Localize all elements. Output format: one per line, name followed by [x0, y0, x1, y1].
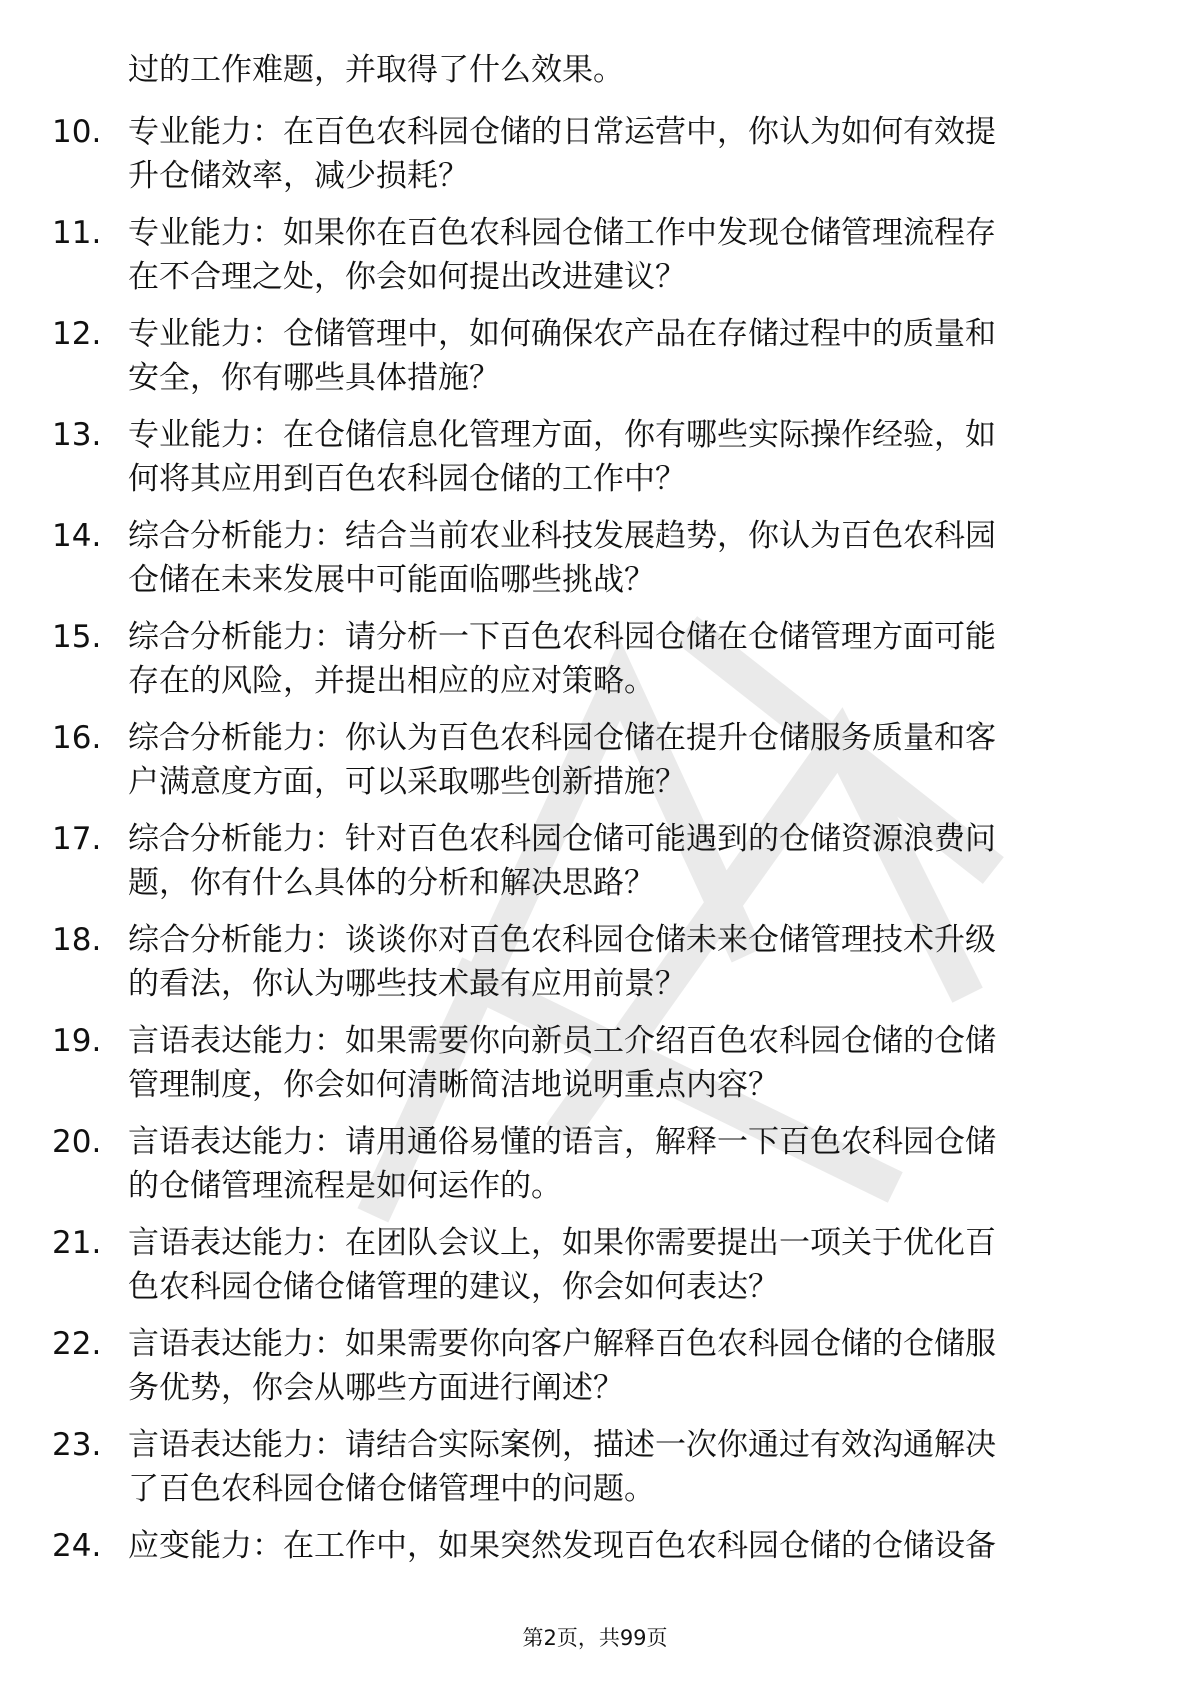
question-item	[52, 716, 1112, 804]
question-item	[52, 615, 1112, 703]
question-number: 11.	[52, 215, 102, 251]
question-text-line: 专业能力：在百色农科园仓储的日常运营中，你认为如何有效提	[128, 114, 996, 150]
question-text-line: 综合分析能力：请分析一下百色农科园仓储在仓储管理方面可能	[128, 619, 996, 655]
question-number: 19.	[52, 1023, 102, 1059]
question-number: 12.	[52, 316, 102, 352]
question-text	[128, 312, 1112, 400]
question-number: 17.	[52, 821, 102, 857]
question-text-line: 安全，你有哪些具体措施？	[128, 360, 500, 396]
question-number: 18.	[52, 922, 102, 958]
question-item	[52, 1019, 1112, 1107]
question-number: 23.	[52, 1427, 102, 1463]
question-number: 16.	[52, 720, 102, 756]
question-item	[52, 110, 1112, 198]
question-text	[128, 918, 1112, 1006]
question-text	[128, 211, 1112, 299]
question-item	[52, 1120, 1112, 1208]
question-text	[128, 716, 1112, 804]
question-text	[128, 1120, 1112, 1208]
question-text	[128, 1423, 1112, 1511]
question-item	[52, 413, 1112, 501]
question-text-line: 综合分析能力：针对百色农科园仓储可能遇到的仓储资源浪费问	[128, 821, 996, 857]
question-text	[128, 514, 1112, 602]
question-text-line: 升仓储效率，减少损耗？	[128, 158, 469, 194]
question-text	[128, 110, 1112, 198]
question-text	[128, 1221, 1112, 1309]
question-text-line: 言语表达能力：请结合实际案例，描述一次你通过有效沟通解决	[128, 1427, 996, 1463]
question-text-line: 的看法，你认为哪些技术最有应用前景？	[128, 966, 686, 1002]
question-text	[128, 1322, 1112, 1410]
question-text-line: 言语表达能力：请用通俗易懂的语言，解释一下百色农科园仓储	[128, 1124, 996, 1160]
page-footer	[0, 1624, 1190, 1652]
question-text	[128, 615, 1112, 703]
question-number: 20.	[52, 1124, 102, 1160]
question-text-line: 管理制度，你会如何清晰简洁地说明重点内容？	[128, 1067, 779, 1103]
question-item	[52, 817, 1112, 905]
question-text-line: 色农科园仓储仓储管理的建议，你会如何表达？	[128, 1269, 779, 1305]
continued-question-text: 过的工作难题，并取得了什么效果。	[128, 52, 624, 88]
question-number: 15.	[52, 619, 102, 655]
question-text-line: 何将其应用到百色农科园仓储的工作中？	[128, 461, 686, 497]
question-number: 22.	[52, 1326, 102, 1362]
question-item	[52, 312, 1112, 400]
question-text-line: 应变能力：在工作中，如果突然发现百色农科园仓储的仓储设备	[128, 1528, 996, 1564]
question-text-line: 存在的风险，并提出相应的应对策略。	[128, 663, 655, 699]
question-text-line: 言语表达能力：如果需要你向新员工介绍百色农科园仓储的仓储	[128, 1023, 996, 1059]
question-text-line: 综合分析能力：你认为百色农科园仓储在提升仓储服务质量和客	[128, 720, 996, 756]
question-number: 14.	[52, 518, 102, 554]
question-text-line: 仓储在未来发展中可能面临哪些挑战？	[128, 562, 655, 598]
question-text-line: 综合分析能力：谈谈你对百色农科园仓储未来仓储管理技术升级	[128, 922, 996, 958]
question-text-line: 专业能力：如果你在百色农科园仓储工作中发现仓储管理流程存	[128, 215, 996, 251]
question-text-line: 户满意度方面，可以采取哪些创新措施？	[128, 764, 686, 800]
question-number: 10.	[52, 114, 102, 150]
question-item	[52, 1322, 1112, 1410]
question-text-line: 综合分析能力：结合当前农业科技发展趋势，你认为百色农科园	[128, 518, 996, 554]
question-text-line: 题，你有什么具体的分析和解决思路？	[128, 865, 655, 901]
question-text-line: 了百色农科园仓储仓储管理中的问题。	[128, 1471, 655, 1507]
question-number: 24.	[52, 1528, 102, 1564]
question-text	[128, 1019, 1112, 1107]
question-item	[52, 514, 1112, 602]
question-number: 21.	[52, 1225, 102, 1261]
question-text-line: 专业能力：仓储管理中，如何确保农产品在存储过程中的质量和	[128, 316, 996, 352]
question-number: 13.	[52, 417, 102, 453]
question-text	[128, 817, 1112, 905]
question-text-line: 言语表达能力：在团队会议上，如果你需要提出一项关于优化百	[128, 1225, 996, 1261]
question-text-line: 言语表达能力：如果需要你向客户解释百色农科园仓储的仓储服	[128, 1326, 996, 1362]
question-text-line: 专业能力：在仓储信息化管理方面，你有哪些实际操作经验，如	[128, 417, 996, 453]
page-indicator: 第2页，共99页	[522, 1626, 668, 1650]
question-text	[128, 1524, 1112, 1568]
question-item	[52, 211, 1112, 299]
question-item	[52, 1423, 1112, 1511]
question-text-line: 在不合理之处，你会如何提出改进建议？	[128, 259, 686, 295]
question-item	[52, 1221, 1112, 1309]
question-item	[52, 1524, 1112, 1568]
question-text-line: 务优势，你会从哪些方面进行阐述？	[128, 1370, 624, 1406]
question-list	[52, 110, 1112, 1581]
question-text-line: 的仓储管理流程是如何运作的。	[128, 1168, 562, 1204]
question-item	[52, 918, 1112, 1006]
question-text	[128, 413, 1112, 501]
